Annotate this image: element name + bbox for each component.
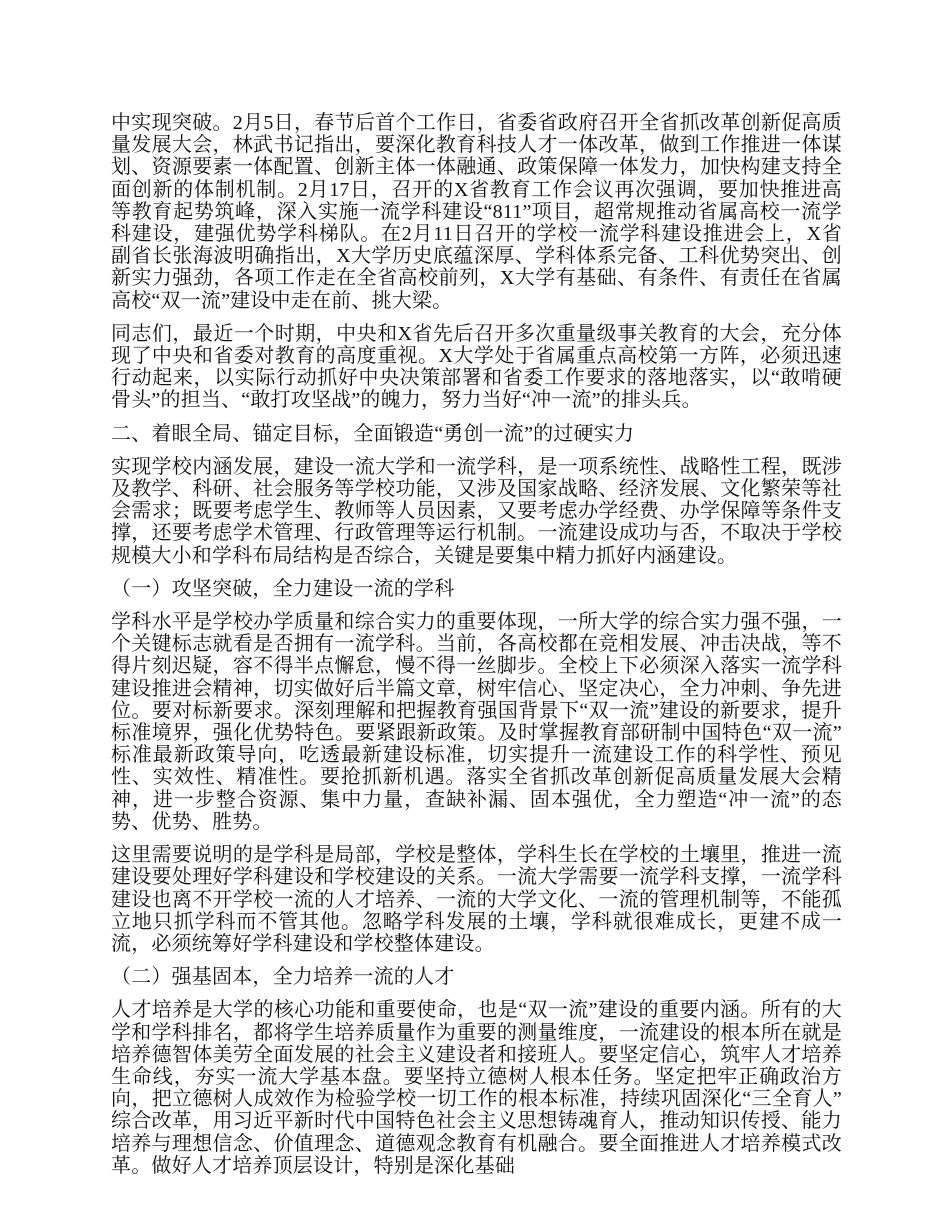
body-paragraph: 这里需要说明的是学科是局部，学校是整体，学科生长在学校的土壤里，推进一流建设要处理好学科建设和学校建设的关系。一流大学需要一流学科支撑，一流学科建设也离不开学校一流的人才培养、一流的大学文化、一流的管理机制等，不能孤立地只抓学科而不管其他。忽略学科发展的土壤，学科就很难成长，更建不成一流，必须统筹好学科建设和学校整体建设。	[111, 844, 842, 955]
subsection-heading-1: （一）攻坚突破，全力建设一流的学科	[111, 577, 455, 600]
subsection-heading-2: （二）强基固本，全力培养一流的人才	[111, 966, 455, 989]
body-paragraph: 人才培养是大学的核心功能和重要使命，也是“双一流”建设的重要内涵。所有的大学和学科排名，都将学生培养质量作为重要的测量维度，一流建设的根本所在就是培养德智体美劳全面发展的社会主义建设者和接班人。要坚定信心，筑牢人才培养生命线，夯实一流大学基本盘。要坚持立德树人根本任务。坚定把牢正确政治方向，把立德树人成效作为检验学校一切工作的根本标准，持续巩固深化“三全育人”综合改革，用习近平新时代中国特色社会主义思想铸魂育人，推动知识传授、能力培养与理想信念、价值理念、道德观念教育有机融合。要全面推进人才培养模式改革。做好人才培养顶层设计，特别是深化基础	[111, 999, 842, 1177]
continued-paragraph: 中实现突破。2月5日，春节后首个工作日，省委省政府召开全省抓改革创新促高质量发展大会，林武书记指出，要深化教育科技人才一体改革，做到工作推进一体谋划、资源要素一体配置、创新主体一体融通、政策保障一体发力，加快构建支持全面创新的体制机制。2月17日，召开的X省教育工作会议再次强调，要加快推进高等教育起势筑峰，深入实施一流学科建设“811”项目，超常规推动省属高校一流学科建设，建强优势学科梯队。在2月11日召开的学校一流学科建设推进会上，X省副省长张海波明确指出，X大学历史底蕴深厚、学科体系完备、工科优势突出、创新实力强劲，各项工作走在全省高校前列，X大学有基础、有条件、有责任在省属高校“双一流”建设中走在前、挑大梁。	[111, 112, 842, 312]
body-paragraph: 实现学校内涵发展，建设一流大学和一流学科，是一项系统性、战略性工程，既涉及教学、科研、社会服务等学校功能，又涉及国家战略、经济发展、文化繁荣等社会需求；既要考虑学生、教师等人员因素，又要考虑办学经费、办学保障等条件支撑，还要考虑学术管理、行政管理等运行机制。一流建设成功与否，不取决于学校规模大小和学科布局结构是否综合，关键是要集中精力抓好内涵建设。	[111, 455, 842, 567]
section-heading-2: 二、着眼全局、锚定目标，全面锻造“勇创一流”的过硬实力	[111, 422, 635, 445]
body-paragraph: 学科水平是学校办学质量和综合实力的重要体现，一所大学的综合实力强不强，一个关键标志就看是否拥有一流学科。当前，各高校都在竞相发展、冲击决战，等不得片刻迟疑，容不得半点懈怠，慢不得一丝脚步。全校上下必须深入落实一流学科建设推进会精神，切实做好后半篇文章，树牢信心、坚定决心，全力冲刺、争先进位。要对标新要求。深刻理解和把握教育强国背景下“双一流”建设的新要求，提升标准境界，强化优势特色。要紧跟新政策。及时掌握教育部研制中国特色“双一流”标准最新政策导向，吃透最新建设标准，切实提升一流建设工作的科学性、预见性、实效性、精准性。要抢抓新机遇。落实全省抓改革创新促高质量发展大会精神，进一步整合资源、集中力量，查缺补漏、固本强优，全力塑造“冲一流”的态势、优势、胜势。	[111, 611, 842, 833]
document-body	[111, 112, 842, 1177]
body-paragraph: 同志们，最近一个时期，中央和X省先后召开多次重量级事关教育的大会，充分体现了中央和省委对教育的高度重视。X大学处于省属重点高校第一方阵，必须迅速行动起来，以实际行动抓好中央决策部署和省委工作要求的落地落实，以“敢啃硬骨头”的担当、“敢打攻坚战”的魄力，努力当好“冲一流”的排头兵。	[111, 322, 842, 412]
